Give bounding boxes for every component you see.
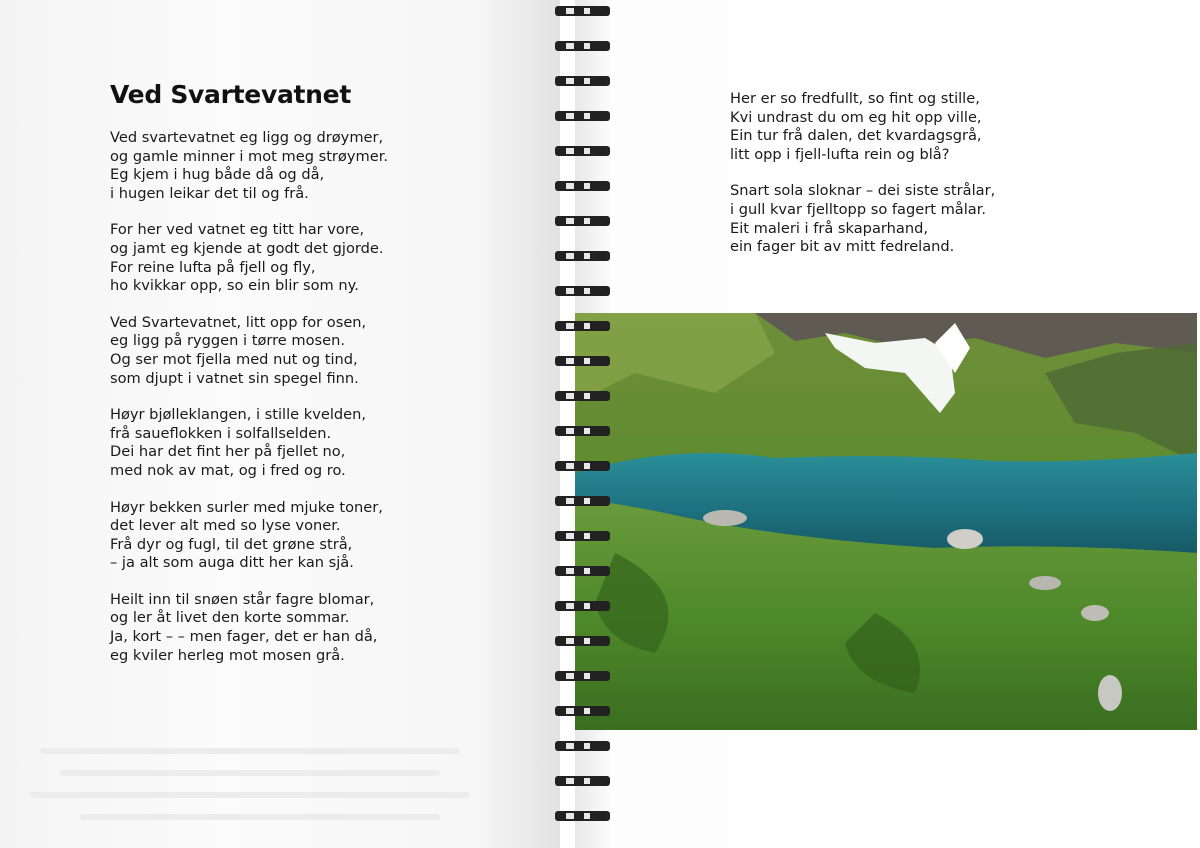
poem-line: og gamle minner i mot meg strøymer. xyxy=(110,147,388,165)
poem-left-column xyxy=(110,129,510,683)
poem-line: med nok av mat, og i fred og ro. xyxy=(110,461,346,479)
poem-line: Kvi undrast du om eg hit opp ville, xyxy=(730,108,982,126)
poem-line: Høyr bjølleklangen, i stille kvelden, xyxy=(110,406,367,424)
poem-line: – ja alt som auga ditt her kan sjå. xyxy=(110,554,354,572)
poem-line: i hugen leikar det til og frå. xyxy=(110,184,309,202)
stanza xyxy=(110,129,510,203)
poem-line: Ved svartevatnet eg ligg og drøymer, xyxy=(110,129,384,146)
stanza xyxy=(110,406,510,480)
poem-line: Ved Svartevatnet, litt opp for osen, xyxy=(110,313,367,331)
bleed-through xyxy=(0,730,560,848)
poem-line: og jamt eg kjende at godt det gjorde. xyxy=(110,239,384,257)
poem-line: Høyr bekken surler med mjuke toner, xyxy=(110,498,383,516)
poem-line: Her er so fredfullt, so fint og stille, xyxy=(730,90,980,107)
poem-line: Eit maleri i frå skaparhand, xyxy=(730,219,928,237)
poem-line: og ler åt livet den korte sommar. xyxy=(110,609,350,627)
spiral-binding-icon xyxy=(550,0,610,848)
poem-line: Ein tur frå dalen, det kvardagsgrå, xyxy=(730,127,982,145)
poem-line: For her ved vatnet eg titt har vore, xyxy=(110,221,365,239)
poem-line: ein fager bit av mitt fedreland. xyxy=(730,238,955,256)
poem-line: frå saueflokken i solfallselden. xyxy=(110,424,332,442)
poem-line: Frå dyr og fugl, til det grøne strå, xyxy=(110,535,353,553)
poem-line: eg kviler herleg mot mosen grå. xyxy=(110,646,345,664)
poem-line: Ja, kort – – men fager, det er han då, xyxy=(110,628,378,646)
poem-line: ho kvikkar opp, so ein blir som ny. xyxy=(110,277,359,295)
poem-line: det lever alt med so lyse voner. xyxy=(110,517,341,535)
stanza xyxy=(730,90,1050,164)
poem-line: Snart sola sloknar – dei siste strålar, xyxy=(730,182,996,200)
poem-title: Ved Svartevatnet xyxy=(110,80,351,109)
poem-right-column xyxy=(730,90,1050,275)
poem-line: Eg kjem i hug både då og då, xyxy=(110,166,325,184)
poem-line: For reine lufta på fjell og fly, xyxy=(110,258,316,276)
poem-line: Og ser mot fjella med nut og tind, xyxy=(110,350,358,368)
lake-photo xyxy=(575,313,1197,730)
poem-line: eg ligg på ryggen i tørre mosen. xyxy=(110,332,346,350)
stanza xyxy=(110,591,510,665)
stanza xyxy=(730,182,1050,256)
poem-line: Dei har det fint her på fjellet no, xyxy=(110,443,346,461)
poem-line: Heilt inn til snøen står fagre blomar, xyxy=(110,590,375,608)
stanza xyxy=(110,221,510,295)
lake-photo-icon xyxy=(575,313,1197,730)
poem-line: i gull kvar fjelltopp so fagert målar. xyxy=(730,200,987,218)
poem-line: som djupt i vatnet sin spegel finn. xyxy=(110,369,359,387)
stanza xyxy=(110,314,510,388)
stanza xyxy=(110,499,510,573)
poem-line: litt opp i fjell-lufta rein og blå? xyxy=(730,145,950,163)
